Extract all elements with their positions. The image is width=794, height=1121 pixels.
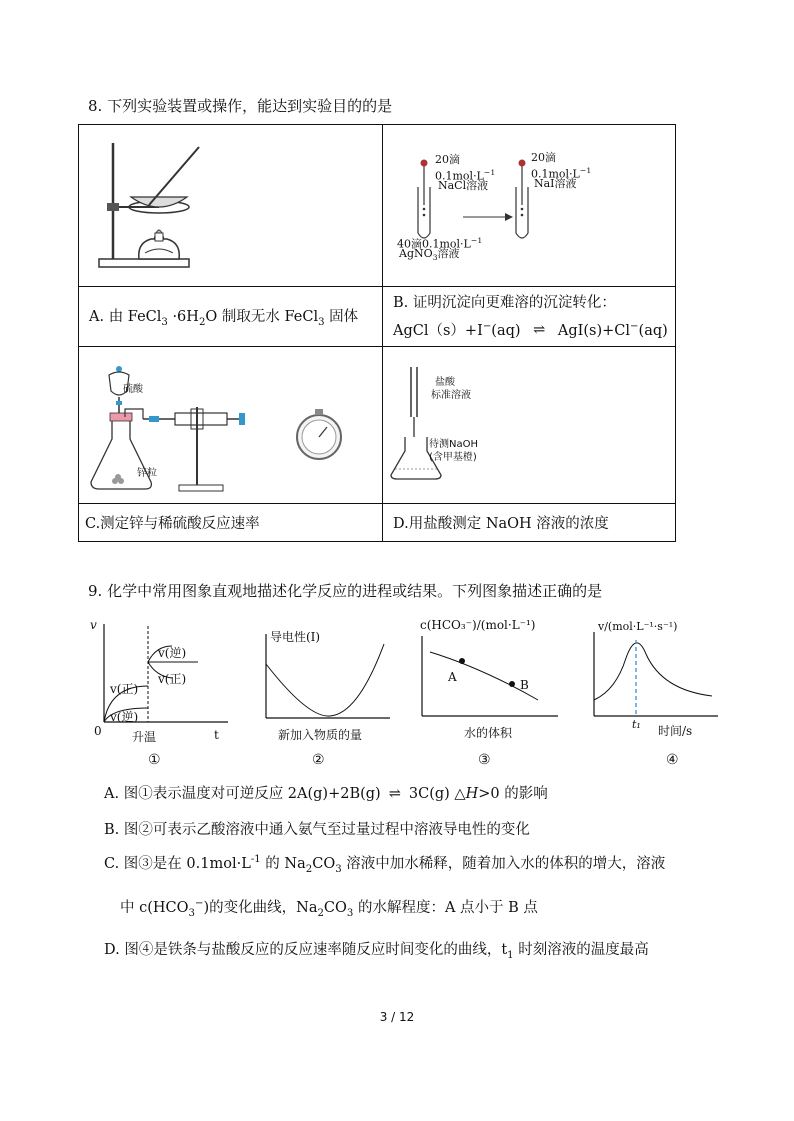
graph-1-rev-bot: v(逆) [110,710,139,724]
experiment-table [78,124,676,542]
graph-1-fwd-bot: v(正) [110,682,139,696]
graph-3-plot [412,618,562,768]
cell-b-figure [383,125,676,287]
cell-d-text [383,504,676,542]
titration-apparatus-icon [383,347,677,504]
q9-option-b: B. 图②可表示乙酸溶液中通入氨气至过量过程中溶液导电性的变化 [104,822,530,838]
option-a-text: A. 由 FeCl$_3$ $\cdot 6H_2O$ 制取无水 FeCl$_3$ 固体 [89,309,359,328]
graph-1-y-label: v [90,618,97,632]
graph-1-origin: 0 [94,724,102,738]
graph-3-xlabel: 水的体积 [464,726,513,740]
zinc-label: 锌粒 [137,468,157,479]
q9-option-c-line2: 中 $c(HCO_3^-)$的变化曲线，$Na_2CO_3$ 的水解程度：A 点小于 B 点 [120,898,538,919]
drops-label-1: 20滴 [435,153,460,166]
cell-a-text [79,287,383,347]
base-label-1: 40滴$0.1mol\cdot L^{-1}$ [397,236,483,251]
graph-3-y-label: c(HCO₃⁻)/(mol·L⁻¹) [420,618,536,632]
cell-c-text [79,504,383,542]
graph-4-t1: t₁ [632,718,641,731]
graph-4-y-label: v/(mol·L⁻¹·s⁻¹) [598,620,678,633]
base-label-2: AgNO$_3$溶液 [399,247,460,263]
cell-b-text [383,287,676,347]
option-d-text: D.用盐酸测定 NaOH 溶液的浓度 [393,516,609,532]
graph-4-number: ④ [666,752,679,768]
evaporation-apparatus-icon [79,125,382,282]
graph-2-number: ② [312,752,325,768]
drops-label-2: 20滴 [531,151,556,164]
graph-1-xlabel: 升温 [132,730,157,744]
graph-1-x-label: t [214,728,219,742]
conc-label-1: $0.1mol\cdot L^{-1}$ [435,168,496,183]
conc-label-2: $0.1mol\cdot L^{-1}$ [531,166,592,181]
page-number: 3 / 12 [379,1010,415,1024]
graph-3-point-b: B [520,678,529,692]
gas-syringe-apparatus-icon [79,347,382,504]
graph-3-number: ③ [478,752,491,768]
graph-2 [258,618,398,768]
reagent-label-1: NaCl溶液 [438,179,489,192]
cell-a-figure [79,125,383,287]
graph-1 [88,618,238,768]
graph-3 [412,618,562,768]
reagent-label-2: NaI溶液 [534,177,577,190]
acid-label: 硫酸 [123,384,143,395]
sample-label: 待测NaOH [429,439,478,450]
graph-2-y-label: 导电性(I) [270,630,321,644]
question-8-title: 8. 下列实验装置或操作，能达到实验目的的是 [88,97,393,115]
q9-option-a: A. 图①表示温度对可逆反应 2A(g)+2B(g) ⇌ 3C(g) △H>0 的影响 [104,786,548,802]
standard-label: 标准溶液 [431,390,471,401]
graph-4 [586,618,726,768]
graph-1-rev-top: v(逆) [158,646,187,660]
graph-3-point-a: A [448,670,457,684]
indicator-label: (含甲基橙) [429,452,477,463]
graph-1-fwd-top: v(正) [158,672,187,686]
cell-d-figure [383,347,676,504]
question-9-title: 9. 化学中常用图象直观地描述化学反应的进程或结果。下列图象描述正确的是 [88,582,603,600]
q9-option-d: D. 图④是铁条与盐酸反应的反应速率随反应时间变化的曲线，$t_1$ 时刻溶液的温度最高 [104,942,649,961]
option-b-text: B. 证明沉淀向更难溶的沉淀转化： AgCl（s）+I−(aq) ⇌ AgI(s)+Cl−(aq) [393,294,668,339]
q9-option-c-line1: C. 图③是在 $0.1mol\cdot L^{-1}$ 的 $Na_2CO_3$ 溶液中加水稀释，随着加入水的体积的增大，溶液 [104,854,666,875]
cell-c-figure [79,347,383,504]
option-c-text: C.测定锌与稀硫酸反应速率 [85,516,260,532]
hcl-label: 盐酸 [435,377,455,388]
graph-2-xlabel: 新加入物质的量 [278,728,363,742]
graph-4-xlabel: 时间/s [658,724,693,738]
graph-1-number: ① [148,752,161,768]
graph-4-plot [586,618,726,768]
